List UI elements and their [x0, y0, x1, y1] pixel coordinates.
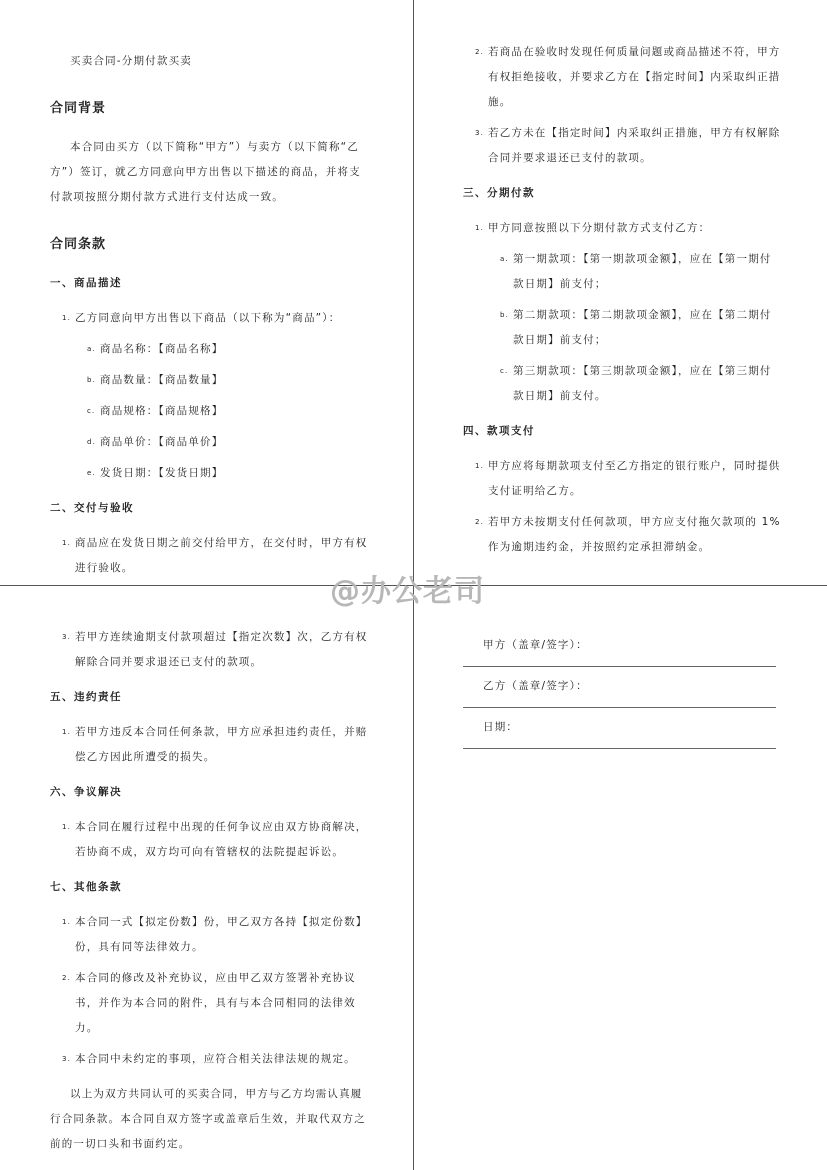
list-subitem: d. 商品单价：【商品单价】 — [87, 436, 224, 448]
terms-heading: 合同条款 — [50, 237, 107, 252]
list-item: 1. 本合同一式【拟定份数】份，甲乙双方各持【拟定份数】份，具有同等法律效力。 — [62, 916, 368, 953]
list-subitem: b. 商品数量：【商品数量】 — [87, 374, 224, 386]
section-4-heading: 四、款项支付 — [463, 425, 535, 437]
list-item: 1. 甲方应将每期款项支付至乙方指定的银行账户，同时提供支付证明给乙方。 — [475, 460, 781, 497]
page-2 — [463, 40, 783, 566]
section-6-heading: 六、争议解决 — [50, 786, 122, 798]
list-item: 1. 本合同在履行过程中出现的任何争议应由双方协商解决，若协商不成，双方均可向有管辖权的法院提起诉讼。 — [62, 821, 368, 858]
list-subitem: a. 商品名称：【商品名称】 — [87, 343, 224, 355]
list-item: 3. 本合同中未约定的事项，应符合相关法律法规的规定。 — [62, 1053, 356, 1065]
page-4 — [463, 625, 783, 749]
section-5-heading: 五、违约责任 — [50, 691, 122, 703]
list-item: 1. 商品应在发货日期之前交付给甲方，在交付时，甲方有权进行验收。 — [62, 537, 368, 574]
date-line — [463, 748, 776, 749]
list-subitem: e. 发货日期：【发货日期】 — [87, 467, 224, 479]
party-a-signature-label: 甲方（盖章/签字）： — [483, 639, 588, 651]
section-2-heading: 二、交付与验收 — [50, 502, 134, 514]
section-3-heading: 三、分期付款 — [463, 187, 535, 199]
section-7-heading: 七、其他条款 — [50, 881, 122, 893]
page-3 — [50, 625, 370, 1157]
list-subitem: a. 第一期款项：【第一期款项金额】，应在【第一期付款日期】前支付； — [500, 253, 772, 290]
list-item: 2. 若甲方未按期支付任何款项，甲方应支付拖欠款项的 1%作为逾期违约金，并按照约定承担滞纳金。 — [475, 516, 781, 553]
background-heading: 合同背景 — [50, 101, 107, 116]
list-subitem: c. 商品规格：【商品规格】 — [87, 405, 224, 417]
list-item: 1. 若甲方违反本合同任何条款，甲方应承担违约责任，并赔偿乙方因此所遭受的损失。 — [62, 726, 368, 763]
section-1-heading: 一、商品描述 — [50, 277, 122, 289]
party-a-signature-line — [463, 666, 776, 667]
list-item: 2. 本合同的修改及补充协议，应由甲乙双方签署补充协议书，并作为本合同的附件，具有与本合同相同的法律效力。 — [62, 972, 356, 1034]
document-title: 买卖合同-分期付款买卖 — [70, 55, 192, 67]
party-b-signature-line — [463, 707, 776, 708]
background-paragraph: 本合同由买方（以下简称“甲方”）与卖方（以下简称“乙方”）签订，就乙方同意向甲方出售以下描述的商品，并将支付款项按照分期付款方式进行支付达成一致。 — [50, 141, 361, 203]
closing-paragraph: 以上为双方共同认可的买卖合同，甲方与乙方均需认真履行合同条款。本合同自双方签字或盖章后生效，并取代双方之前的一切口头和书面约定。 — [50, 1088, 366, 1150]
list-item: 3. 若乙方未在【指定时间】内采取纠正措施，甲方有权解除合同并要求退还已支付的款项。 — [475, 127, 781, 164]
list-item: 1. 乙方同意向甲方出售以下商品（以下称为“商品”）： — [62, 312, 341, 324]
party-b-signature-label: 乙方（盖章/签字）： — [483, 680, 588, 692]
list-item: 3. 若甲方连续逾期支付款项超过【指定次数】次，乙方有权解除合同并要求退还已支付的款项。 — [62, 631, 368, 668]
list-subitem: b. 第二期款项：【第二期款项金额】，应在【第二期付款日期】前支付； — [500, 309, 772, 346]
watermark: @办公老司 — [330, 574, 485, 609]
list-item: 1. 甲方同意按照以下分期付款方式支付乙方： — [475, 222, 711, 234]
list-subitem: c. 第三期款项：【第三期款项金额】，应在【第三期付款日期】前支付。 — [500, 365, 772, 402]
date-label: 日期： — [483, 721, 519, 733]
page-1 — [50, 40, 370, 587]
list-item: 2. 若商品在验收时发现任何质量问题或商品描述不符，甲方有权拒绝接收，并要求乙方在【指定时间】内采取纠正措施。 — [475, 46, 781, 108]
